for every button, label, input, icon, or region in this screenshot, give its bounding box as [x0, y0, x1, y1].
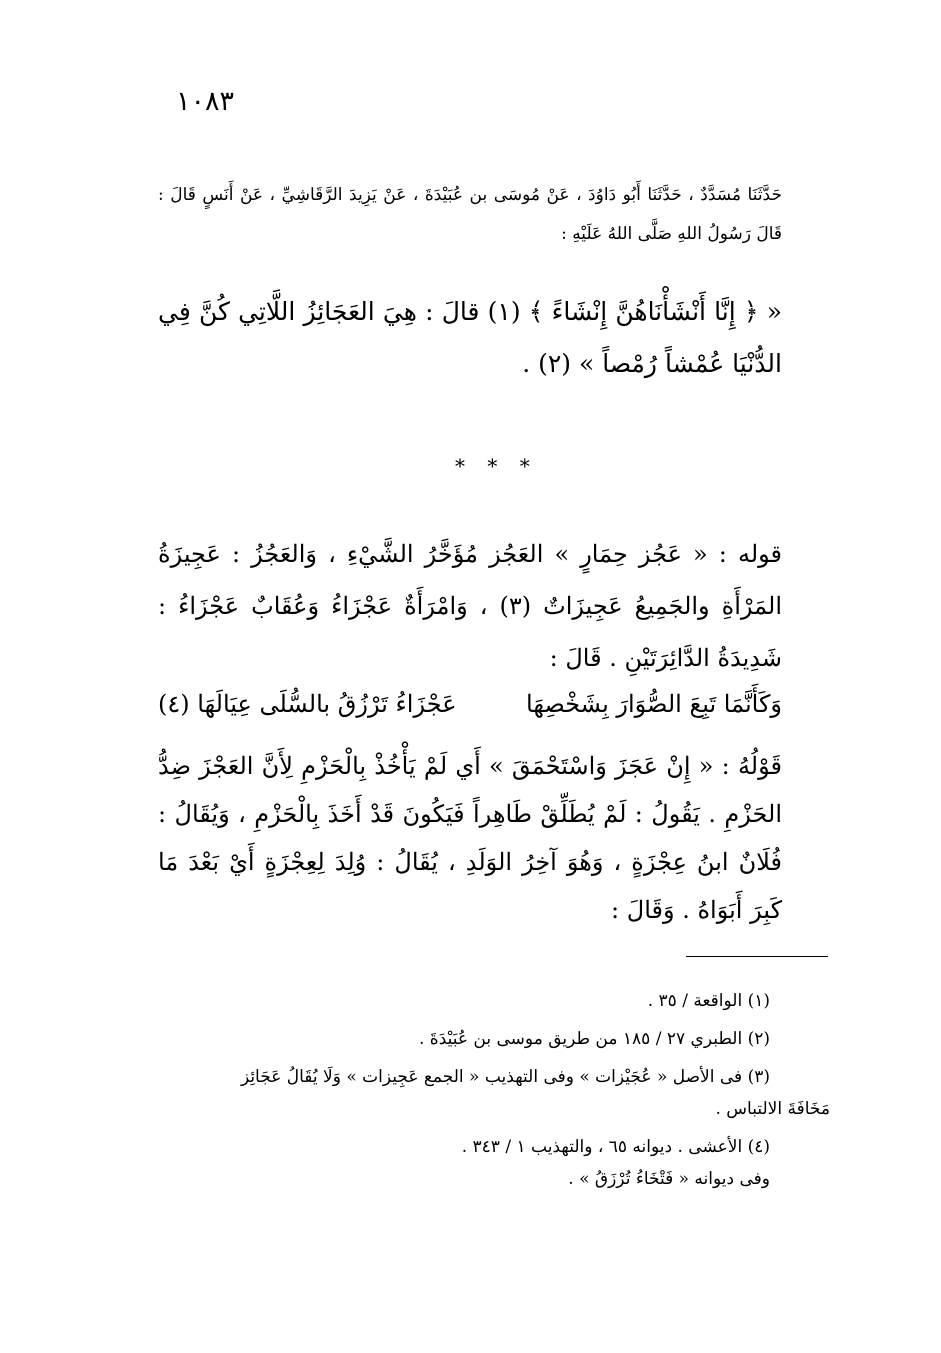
hadith-quote: « ﴿ إِنَّا أَنْشَأْنَاهُنَّ إِنْشَاءً ﴾ (١) قالَ : هِيَ العَجَائِزُ اللَّاتِي كُنَّ فِي الدُّنْيَا عُمْشاً رُمْصاً » (٢) .	[158, 297, 782, 378]
verse-hemistich-1: وَكَأَنَّمَا تَبِعَ الصُّوَارَ بِشَخْصِهَا	[526, 690, 782, 718]
footnote-text: (٣) فى الأصل « عُجَيْزات » وفى التهذيب « الجمع عَجِيزات » وَلَا يُقَالُ عَجَائِز	[240, 1067, 770, 1087]
footnote-text: (٢) الطبري ٢٧ / ١٨٥ من طريق موسى بن عُبَيْدَةَ .	[418, 1029, 770, 1049]
footnote-divider	[686, 956, 828, 957]
commentary-paragraph-1: قوله : « عَجُز حِمَارٍ » العَجُز مُؤَخَّرُ الشَّيْءِ ، وَالعَجُزُ : عَجِيزَةُ المَرْأَةِ والجَمِيعُ عَجِيزَاتٌ (٣) ، وَامْرَأَةٌ عَجْزَاءُ وَعُقَابٌ عَجْزَاءُ : شَدِيدَةُ الدَّائِرَتَيْنِ . قَالَ :	[158, 540, 782, 672]
footnote-text: (١) الواقعة / ٣٥ .	[647, 991, 770, 1011]
footnote-continuation: وفى ديوانه « فَتْخَاءُ تُرْزَقُ » .	[568, 1169, 770, 1189]
footnote-text: (٤) الأعشى . ديوانه ٦٥ ، والتهذيب ١ / ٣٤٣ .	[461, 1137, 770, 1157]
footnote-2	[150, 1023, 830, 1055]
page-number: ١٠٨٣	[176, 86, 235, 117]
commentary-paragraph-2: قَوْلُهُ : « إِنْ عَجَزَ وَاسْتَحْمَقَ » أَي لَمْ يَأْخُذْ بِالْحَزْمِ لِأَنَّ العَجْزَ ضِدُّ الحَزْمِ . يَقُولُ : لَمْ يُطَلِّقْ طَاهِراً فَيَكُونَ قَدْ أَخَذَ بِالْحَزْمِ ، وَيُقَالُ : فُلَانٌ ابنُ عِجْزَةٍ ، وَهُوَ آخِرُ الوَلَدِ ، يُقَالُ : وُلِدَ لِعِجْزَةٍ أَيْ بَعْدَ مَا كَبِرَ أَبَوَاهُ . وَقَالَ :	[158, 752, 782, 924]
hadith-chain: حَدَّثَنَا مُسَدَّدٌ ، حَدَّثَنَا أَبُو دَاوُدَ ، عَنْ مُوسَى بن عُبَيْدَةَ ، عَنْ يَزِيدَ الرَّقَاشِيِّ ، عَنْ أَنَسٍ قَالَ : قَالَ رَسُولُ اللهِ صَلَّى اللهُ عَلَيْهِ :	[158, 185, 782, 244]
section-separator: * * *	[455, 454, 538, 478]
footnotes	[150, 985, 830, 1201]
verse-hemistich-2: عَجْزَاءُ تَرْزُقُ بالسُّلَى عِيَالَهَا (٤)	[158, 690, 457, 718]
footnote-3	[150, 1061, 830, 1125]
footnote-4	[150, 1131, 830, 1195]
footnote-1	[150, 985, 830, 1017]
footnote-continuation: مَخَافَةَ الالتباس .	[715, 1099, 830, 1119]
poetry-verse	[158, 690, 782, 742]
